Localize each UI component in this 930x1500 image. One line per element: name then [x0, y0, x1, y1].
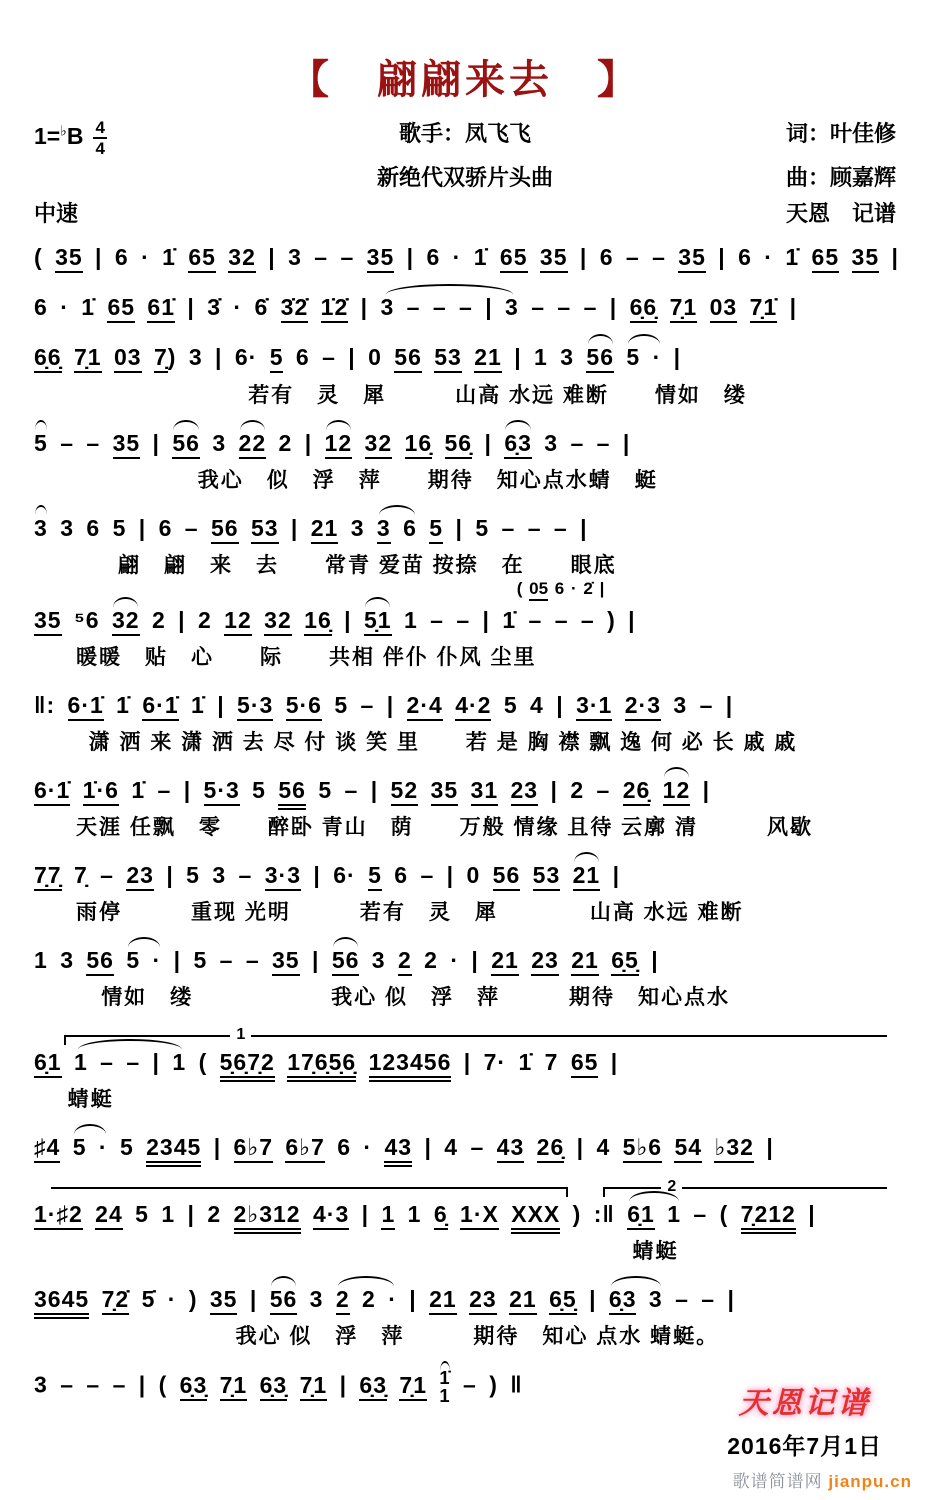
sixteenth-beam-group: 123456 — [369, 1049, 452, 1082]
score-system — [34, 860, 896, 926]
slur-arc — [239, 428, 267, 459]
eighth-beam-group: 16 — [405, 430, 433, 459]
eighth-beam-group: 12 — [224, 607, 252, 636]
slur-arc — [364, 605, 392, 636]
eighth-beam-group: 5·3 — [237, 692, 273, 721]
eighth-beam-group: 35 — [367, 244, 395, 273]
eighth-beam-group: 12 — [325, 430, 353, 459]
slur-arc: 5 — [34, 428, 48, 459]
eighth-beam-group: 53 — [434, 344, 462, 373]
transcription-date: 2016年7月1日 — [727, 1433, 882, 1459]
eighth-beam-group: 56 — [493, 862, 521, 891]
tempo-marking: 中速 — [34, 200, 79, 226]
sixteenth-beam-group: 2♭312 — [234, 1201, 301, 1234]
eighth-beam-group: 71 — [399, 1372, 427, 1401]
notes-line: ‖: 6·1 1 6·1 1 | 5·3 5·6 5 – | 2·4 4·2 5 4 | 3·1 2·3 3 – | — [34, 690, 896, 721]
lyrics-line: 若有 灵 犀 山高 水远 难断 情如 缕 — [248, 383, 747, 407]
eighth-beam-group: 2 — [398, 947, 412, 976]
score-system — [34, 242, 899, 273]
slur-arc: 2 2 · — [336, 1284, 397, 1315]
eighth-beam-group: 71 — [220, 1372, 248, 1401]
sixteenth-beam-group: 3645 — [34, 1286, 89, 1319]
eighth-beam-group: 03 — [114, 344, 142, 373]
slur-arc — [270, 1284, 298, 1315]
eighth-beam-group: 32 — [365, 430, 393, 459]
score-system — [34, 578, 896, 671]
eighth-beam-group: 35 — [55, 244, 83, 273]
eighth-beam-group: 63 — [504, 430, 532, 459]
eighth-beam-group: 63 — [359, 1372, 387, 1401]
score — [34, 242, 899, 1406]
lyrics-line: 我心 似 浮 萍 期待 知心点水蜻 蜓 — [197, 468, 658, 492]
eighth-beam-group: 03 — [710, 294, 738, 323]
sixteenth-beam-group: 56 — [278, 777, 306, 810]
score-system — [34, 513, 896, 579]
eighth-beam-group: 35 — [678, 244, 706, 273]
eighth-beam-group: 65 — [188, 244, 216, 273]
volta-row — [34, 1177, 896, 1199]
eighth-beam-group: 53 — [251, 515, 279, 544]
slur-arc: 5 · — [73, 1132, 108, 1163]
score-system — [34, 1177, 896, 1265]
eighth-beam-group: 3·3 — [265, 862, 301, 891]
lyrics-line: 翩 翩 来 去 常青 爱苗 按捺 在 眼底 — [118, 553, 617, 577]
slur-arc: 61 1 — [627, 1199, 681, 1230]
slur-arc — [332, 945, 360, 976]
slur-arc — [112, 605, 140, 636]
score-system — [34, 1025, 896, 1113]
sixteenth-beam-group: 7212 — [741, 1201, 796, 1234]
eighth-beam-group: 54 — [674, 1134, 702, 1163]
lyrics-line: 潇 洒 来 潇 洒 去 尽 付 谈 笑 里 若 是 胸 襟 飘 逸 何 必 长 戚 戚 — [88, 730, 798, 754]
notes-line: 1 3 56 5 · | 5 – – 35 | 56 3 2 2 · | 21 23 21 65 | — [34, 945, 896, 976]
slur-arc: 3 — [34, 513, 48, 544]
header-spacer — [34, 163, 249, 193]
eighth-beam-group: 23 — [126, 862, 154, 891]
watermark-site-name: 歌谱简谱网 — [732, 1472, 823, 1491]
eighth-beam-group: 6♭7 — [234, 1134, 273, 1163]
subtitle-line: 新绝代双骄片头曲 — [376, 165, 553, 190]
eighth-beam-group: 23 — [531, 947, 559, 976]
eighth-beam-group: 35 — [540, 244, 568, 273]
eighth-beam-group: 1·♯2 — [34, 1201, 83, 1230]
eighth-beam-group: 12 — [321, 294, 349, 323]
eighth-beam-group: 56 — [86, 947, 114, 976]
eighth-beam-group: 63 — [260, 1372, 288, 1401]
score-system — [34, 775, 896, 841]
eighth-beam-group: 21 — [311, 515, 339, 544]
eighth-beam-group: 5 — [368, 862, 382, 891]
lyrics-line: 雨停 重现 光明 若有 灵 犀 山高 水远 难断 — [76, 900, 744, 924]
site-watermark — [733, 1467, 912, 1492]
eighth-beam-group: 56 — [332, 947, 360, 976]
eighth-beam-group: 26 — [623, 777, 651, 806]
score-system — [34, 292, 896, 323]
eighth-beam-group: 65 — [571, 1049, 599, 1078]
score-system — [34, 1132, 896, 1163]
header-spacer — [249, 199, 681, 229]
eighth-beam-group: 35 — [113, 430, 141, 459]
eighth-beam-group: 63 — [609, 1286, 637, 1315]
eighth-beam-group: 21 — [573, 862, 601, 891]
sixteenth-beam-group: 17656 — [287, 1049, 356, 1082]
eighth-beam-group: 6·1 — [142, 692, 178, 721]
eighth-beam-group: 56 — [211, 515, 239, 544]
slur-arc: 5 · — [126, 945, 161, 976]
transcriber-line: 天恩 记谱 — [785, 200, 896, 226]
lyricist-line: 词：叶佳修 — [785, 121, 896, 146]
eighth-beam-group: 77 — [34, 862, 62, 891]
notes-line: 3 3 6 5 | 6 – 56 53 | 21 3 3 6 5 | 5 – – – | — [34, 513, 896, 544]
eighth-beam-group: 65 — [107, 294, 135, 323]
slur-arc — [663, 775, 691, 806]
eighth-beam-group: 05 — [529, 579, 548, 601]
notes-line: 66 71 03 7) 3 | 6· 5 6 – | 0 56 53 21 | 1 3 56 5 · | — [34, 342, 896, 373]
eighth-beam-group: 35 — [34, 607, 62, 636]
eighth-beam-group: 4·2 — [455, 692, 491, 721]
eighth-beam-group: 35 — [210, 1286, 238, 1315]
slur-arc — [504, 428, 532, 459]
eighth-beam-group: 4·3 — [313, 1201, 349, 1230]
sixteenth-beam-group: 5672 — [220, 1049, 275, 1082]
sixteenth-beam-group: XXX — [511, 1201, 560, 1234]
notes-line: 6·1 1·6 1 – | 5·3 5 56 5 – | 52 35 31 23 | 2 – 26 12 | — [34, 775, 896, 806]
eighth-beam-group: 35 — [852, 244, 880, 273]
key-time-signature — [34, 119, 249, 157]
eighth-beam-group: 65 — [812, 244, 840, 273]
eighth-beam-group: 6 — [434, 1201, 448, 1230]
stacked-chord: 1̇ 1 — [439, 1367, 451, 1406]
composer-line: 曲：顾嘉辉 — [785, 165, 896, 190]
slur-arc — [325, 428, 353, 459]
eighth-beam-group: 6·1 — [34, 777, 70, 806]
slur-arc — [172, 428, 200, 459]
notes-line: 5 – – 35 | 56 3 22 2 | 12 32 16 56 | 63 3 – – | — [34, 428, 896, 459]
lyrics-line: 我心 似 浮 萍 期待 知心 点水 蜻蜓。 — [235, 1325, 720, 1349]
eighth-beam-group: 66 — [630, 294, 658, 323]
notes-line: ( 35 | 6 · 1 65 32 | 3 – – 35 | 6 · 1 65 35 | 6 – – 35 | 6 · 1 65 35 | — [34, 242, 896, 273]
parenthetical-fill: ( 05 6 · 2 | — [517, 579, 605, 599]
eighth-beam-group: 52 — [391, 777, 419, 806]
credit-block — [727, 1378, 882, 1461]
eighth-beam-group: 56 — [586, 344, 614, 373]
eighth-beam-group: 7 — [154, 344, 168, 373]
eighth-beam-group: 23 — [469, 1286, 497, 1315]
eighth-beam-group: 3·1 — [576, 692, 612, 721]
score-system — [34, 945, 896, 1011]
eighth-beam-group: 65 — [549, 1286, 577, 1315]
eighth-beam-group: ♯4 — [34, 1134, 60, 1163]
notes-line: 77 7 – 23 | 5 3 – 3·3 | 6· 5 6 – | 0 56 53 21 | — [34, 860, 896, 891]
sixteenth-beam-group: 2345 — [146, 1134, 201, 1167]
eighth-beam-group: 56 — [172, 430, 200, 459]
eighth-beam-group: 21 — [474, 344, 502, 373]
eighth-beam-group: 65 — [611, 947, 639, 976]
lyrics-line: 蜻蜓 — [632, 1239, 679, 1263]
eighth-beam-group: 71 — [750, 294, 778, 323]
eighth-beam-group: 61 — [627, 1201, 655, 1230]
eighth-beam-group: 31 — [471, 777, 499, 806]
lyrics-line: 天涯 任飘 零 醉卧 青山 荫 万般 情缘 且待 云廓 清 风歇 — [76, 815, 814, 839]
notes-line: 3645 72 5 · ) 35 | 56 3 2 2 · | 21 23 21 65 | 63 3 – – | — [34, 1284, 896, 1315]
eighth-beam-group: 61 — [147, 294, 175, 323]
volta-bracket — [51, 1187, 568, 1197]
eighth-beam-group: 2·3 — [625, 692, 661, 721]
volta-number: 2 — [661, 1178, 682, 1196]
eighth-beam-group: 66 — [34, 344, 62, 373]
notes-line: 35 ⁵6 32 2 | 2 12 32 16 | 51 1 – – | 1 – – – ) | — [34, 605, 896, 636]
notes-line: 3 – – – | ( 63 71 63 71 | 63 71 1̇ 1 – ) ‖ — [34, 1367, 523, 1406]
eighth-beam-group: 32 — [281, 294, 309, 323]
eighth-beam-group: 63 — [180, 1372, 208, 1401]
notes-line: 6 · 1 65 61 | 3 · 6 32 12 | 3 – – – | 3 – – – | 66 71 03 71 | — [34, 292, 896, 323]
eighth-beam-group: 1·6 — [83, 777, 119, 806]
eighth-beam-group: 5 — [270, 344, 284, 373]
notes-line: ♯4 5 · 5 2345 | 6♭7 6♭7 6 · 43 | 4 – 43 26 | 4 5♭6 54 ♭32 | — [34, 1132, 896, 1163]
eighth-beam-group: 5·6 — [286, 692, 322, 721]
slur-arc — [573, 860, 601, 891]
score-system — [34, 690, 896, 756]
eighth-beam-group: 16 — [304, 607, 332, 636]
score-system — [34, 428, 896, 494]
eighth-beam-group: 21 — [571, 947, 599, 976]
eighth-beam-group: 72 — [102, 1286, 130, 1315]
score-header — [34, 119, 896, 228]
time-signature: $\frac{4}{4}$ — [95, 118, 105, 158]
slur-arc — [439, 1369, 450, 1404]
eighth-beam-group: ♭32 — [714, 1134, 753, 1163]
lyrics-line: 暖暖 贴 心 际 共相 伴仆 仆风 尘里 — [76, 645, 537, 669]
slur-arc: 63 3 — [609, 1284, 663, 1315]
eighth-beam-group: 51 — [364, 607, 392, 636]
eighth-beam-group: 71 — [300, 1372, 328, 1401]
notes-line: 61 1 – – | 1 ( 5672 17656 123456 | 7· 1 7 65 | — [34, 1047, 896, 1078]
eighth-beam-group: 56 — [445, 430, 473, 459]
eighth-beam-group: 71 — [670, 294, 698, 323]
eighth-beam-group: 1 — [381, 1201, 395, 1230]
eighth-beam-group: 12 — [663, 777, 691, 806]
eighth-beam-group: 1·X — [460, 1201, 499, 1230]
eighth-beam-group: 35 — [272, 947, 300, 976]
eighth-beam-group: 24 — [95, 1201, 123, 1230]
transcriber-seal: 天恩记谱 — [738, 1386, 871, 1421]
eighth-beam-group: 32 — [228, 244, 256, 273]
eighth-beam-group: 56 — [394, 344, 422, 373]
eighth-beam-group: 6·1 — [68, 692, 104, 721]
song-title: 【 翩翩来去 】 — [289, 58, 641, 102]
score-system — [34, 342, 896, 408]
key-signature: 1=♭B — [34, 122, 84, 149]
lyrics-line: 情如 缕 我心 似 浮 萍 期待 知心点水 — [101, 985, 731, 1009]
eighth-beam-group: 32 — [264, 607, 292, 636]
eighth-beam-group: 5♭6 — [623, 1134, 662, 1163]
slur-arc: 3 6 — [377, 513, 417, 544]
score-system — [34, 1284, 896, 1350]
singer-line: 歌手：凤飞飞 — [398, 121, 531, 146]
eighth-beam-group: 32 — [112, 607, 140, 636]
eighth-beam-group: 56 — [270, 1286, 298, 1315]
eighth-beam-group: 2·4 — [407, 692, 443, 721]
volta-number: 1 — [230, 1026, 251, 1044]
eighth-beam-group: 21 — [491, 947, 519, 976]
eighth-beam-group: 26 — [537, 1134, 565, 1163]
eighth-beam-group: 3 — [377, 515, 391, 544]
volta-bracket — [64, 1025, 887, 1045]
eighth-beam-group: 23 — [511, 777, 539, 806]
eighth-beam-group: 65 — [500, 244, 528, 273]
eighth-beam-group: 71 — [74, 344, 102, 373]
eighth-beam-group: 6♭7 — [285, 1134, 324, 1163]
notes-line: 1·♯2 24 5 1 | 2 2♭312 4·3 | 1 1 6 1·X XXX ) :‖ 61 1 – ( 7212 | — [34, 1199, 896, 1230]
slur-arc: 1 – – | 1 — [74, 1047, 186, 1078]
slur-arc — [586, 342, 614, 373]
watermark-url: jianpu.cn — [828, 1472, 912, 1491]
slur-arc: 5 · — [626, 342, 661, 373]
eighth-beam-group: 43 — [497, 1134, 525, 1163]
eighth-beam-group: 53 — [533, 862, 561, 891]
sixteenth-beam-group: 43 — [384, 1134, 412, 1167]
eighth-beam-group: 22 — [239, 430, 267, 459]
slur-arc: 3 – – – | 3 — [380, 292, 518, 323]
lyrics-line: 蜻蜓 — [67, 1087, 114, 1111]
eighth-beam-group: 5·3 — [204, 777, 240, 806]
flat-sign: ♭ — [60, 122, 67, 139]
eighth-beam-group: 61 — [34, 1049, 62, 1078]
eighth-beam-group: 21 — [509, 1286, 537, 1315]
eighth-beam-group: 21 — [429, 1286, 457, 1315]
eighth-beam-group: 2 — [336, 1286, 350, 1315]
eighth-beam-group: 5 — [429, 515, 443, 544]
eighth-beam-group: 35 — [431, 777, 459, 806]
